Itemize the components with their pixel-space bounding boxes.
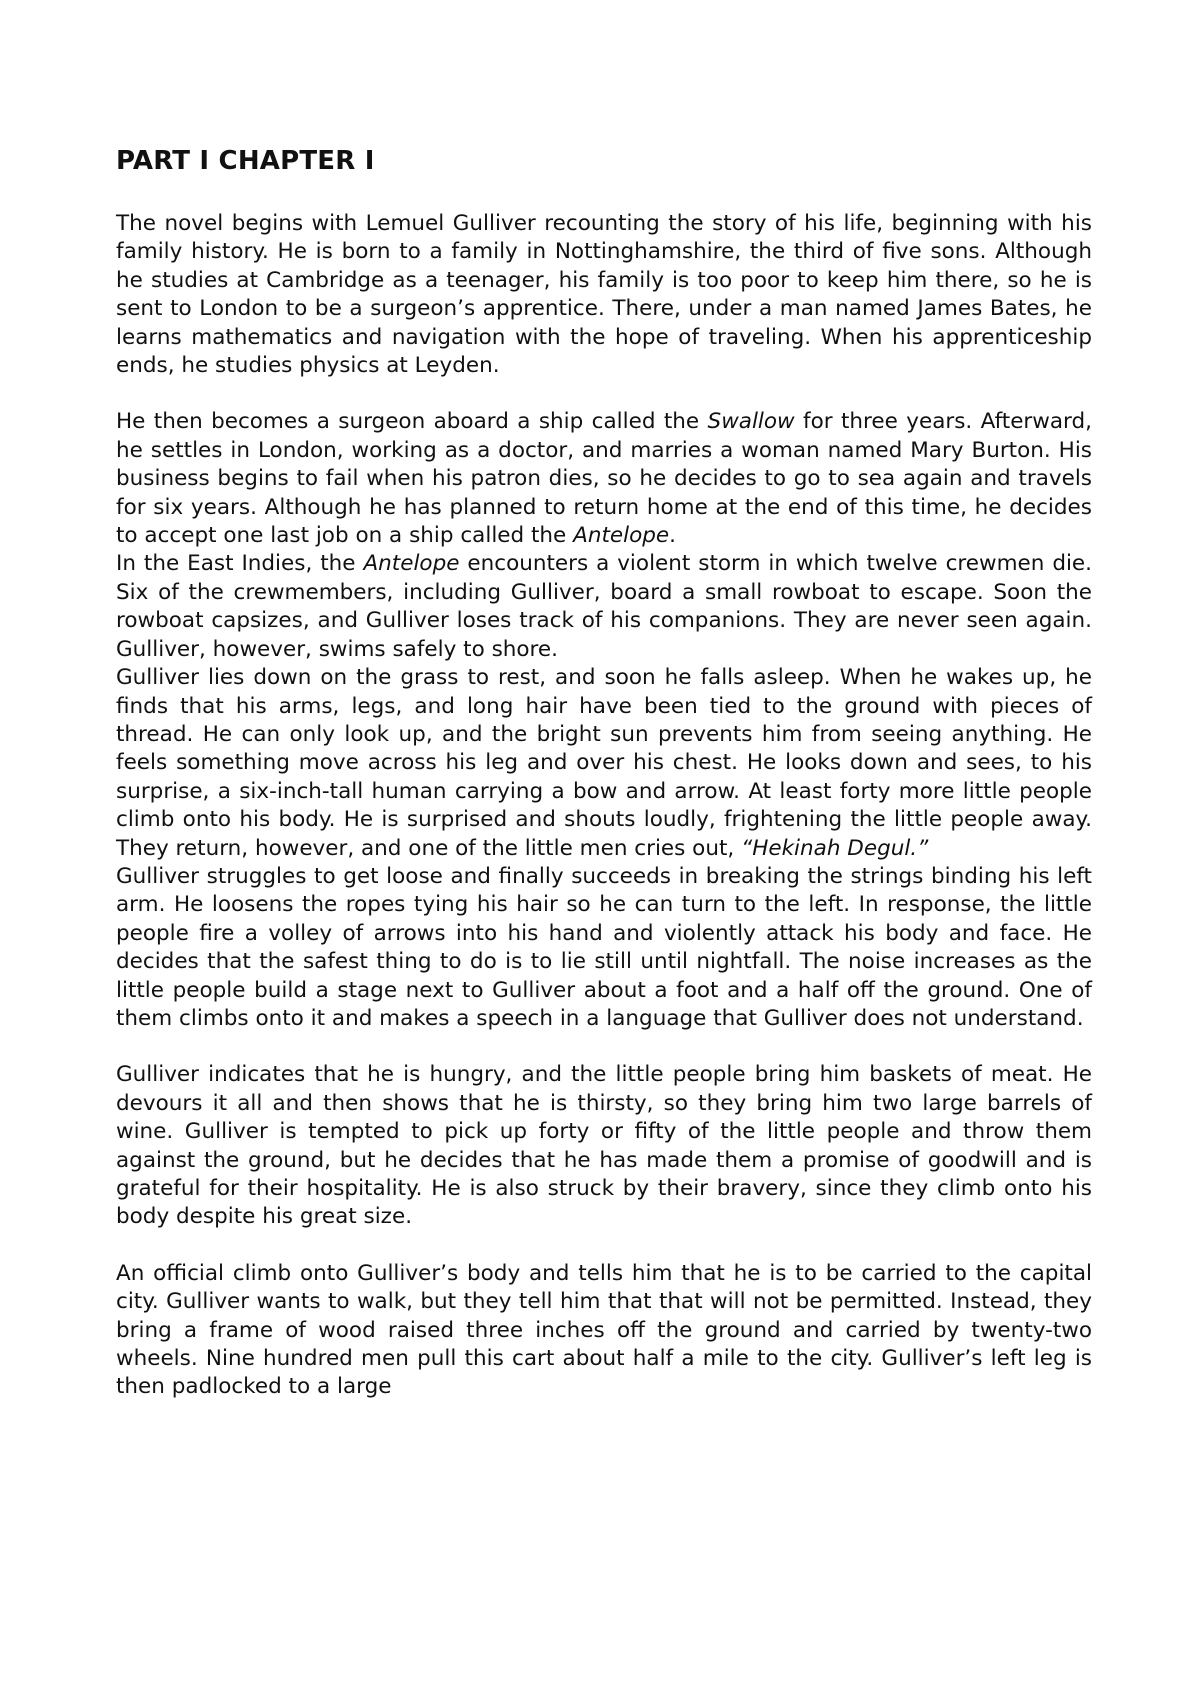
paragraph-text: encounters a violent storm in which twelve crewmen die. Six of the crewmembers, including Gulliver, board a small rowboat to escape. Soon the rowboat capsizes, and Gulliver loses track of his companions. They are never seen again. Gulliver, however, swims safely to shore. <box>116 551 1092 662</box>
ship-name-antelope: Antelope <box>573 523 670 549</box>
paragraph-text: He then becomes a surgeon aboard a ship called the <box>116 409 708 435</box>
paragraph-little-people <box>116 664 1092 863</box>
paragraph-official: An official climb onto Gulliver’s body and tells him that he is to be carried to the capital city. Gulliver wants to walk, but they tell him that that will not be permitted. Instead, they bring a frame of wood raised three inches off the ground and carried by twenty-two wheels. Nine hundred men pull this cart about half a mile to the city. Gulliver’s left leg is then padlocked to a large <box>116 1260 1092 1400</box>
document-page <box>116 144 1092 1402</box>
paragraph-text: for three years. Afterward, he settles in London, working as a doctor, and marries a woman named Mary Burton. His business begins to fail when his patron dies, so he decides to go to sea again and travels for six years. Although he has planned to return home at the end of this time, he decides to accept one last job on a ship called the <box>116 409 1092 549</box>
ship-name-antelope: Antelope <box>363 551 460 577</box>
paragraph-struggle: Gulliver struggles to get loose and finally succeeds in breaking the strings binding his left arm. He loosens the ropes tying his hair so he can turn to the left. In response, the little people fire a volley of arrows into his hand and violently attack his body and face. He decides that the safest thing to do is to lie still until nightfall. The noise increases as the little people build a stage next to Gulliver about a foot and a half off the ground. One of them climbs onto it and makes a speech in a language that Gulliver does not understand. <box>116 863 1092 1031</box>
ship-name-swallow: Swallow <box>707 409 795 435</box>
paragraph-surgeon-career <box>116 408 1092 550</box>
quote-hekinah-degul: “Hekinah Degul.” <box>741 835 929 861</box>
paragraph-text: Gulliver lies down on the grass to rest, and soon he falls asleep. When he wakes up, he finds that his arms, legs, and long hair have been tied to the ground with pieces of thread. He can only look up, and the bright sun prevents him from seeing anything. He feels something move across his leg and over his chest. He looks down and sees, to his surprise, a six-inch-tall human carrying a bow and arrow. At least forty more little people climb onto his body. He is surprised and shouts loudly, frightening the little people away. They return, however, and one of the little men cries out, <box>116 665 1092 861</box>
paragraph-text: . <box>669 523 676 549</box>
paragraph-family-history: The novel begins with Lemuel Gulliver recounting the story of his life, beginning with his family history. He is born to a family in Nottinghamshire, the third of five sons. Although he studies at Cambridge as a teenager, his family is too poor to keep him there, so he is sent to London to be a surgeon’s apprentice. There, under a man named James Bates, he learns mathematics and navigation with the hope of traveling. When his apprenticeship ends, he studies physics at Leyden. <box>116 211 1092 379</box>
chapter-heading: PART I CHAPTER I <box>116 146 375 176</box>
paragraph-storm <box>116 550 1092 664</box>
paragraph-text: In the East Indies, the <box>116 551 364 577</box>
paragraph-hunger: Gulliver indicates that he is hungry, and the little people bring him baskets of meat. He devours it all and then shows that he is thirsty, so they bring him two large barrels of wine. Gulliver is tempted to pick up forty or fifty of the little people and throw them against the ground, but he decides that he has made them a promise of goodwill and is grateful for their hospitality. He is also struck by their bravery, since they climb onto his body despite his great size. <box>116 1062 1092 1230</box>
